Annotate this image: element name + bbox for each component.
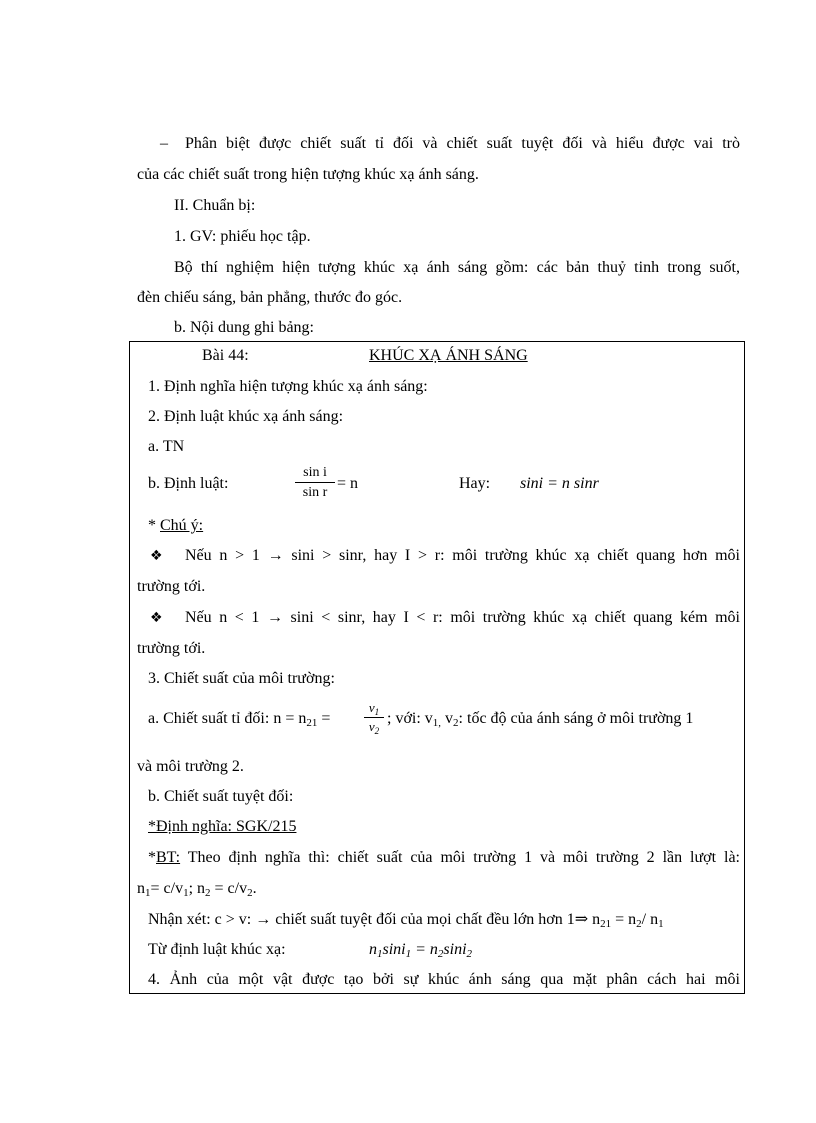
- bullet-icon: ❖: [150, 610, 163, 626]
- note-1-line-2: trường tới.: [137, 578, 206, 595]
- law-fraction: [295, 464, 335, 501]
- lesson-title: KHÚC XẠ ÁNH SÁNG: [369, 347, 528, 364]
- note-label: Chú ý:: [160, 517, 204, 534]
- gv-item: 1. GV: phiếu học tập.: [174, 228, 311, 245]
- refraction-law-formula: $n_1\sin i_1 = n_2\sin i_2$: [369, 941, 473, 960]
- remark-line: Nhận xét: c > v: → chiết suất tuyệt đối của mọi chất đều lớn hơn 1⇒ $n_{21} = n_2/$ $n_1$: [148, 911, 664, 930]
- section-prep-heading: II. Chuẩn bị:: [174, 197, 256, 214]
- item-3a-equals: =: [317, 710, 331, 727]
- objective-line-1: Phân biệt được chiết suất tỉ đối và chiết suất tuyệt đối và hiểu được vai trò: [185, 135, 740, 152]
- velocity-denominator: $v_2$: [368, 719, 380, 736]
- item-4-line-1: 4. Ảnh của một vật được tạo bởi sự khúc ánh sáng qua mặt phân cách hai môi: [148, 971, 740, 988]
- equipment-line-2: đèn chiếu sáng, bản phẳng, thước đo góc.: [137, 289, 403, 306]
- item-2: 2. Định luật khúc xạ ánh sáng:: [148, 408, 344, 425]
- item-3b: b. Chiết suất tuyệt đối:: [148, 788, 294, 805]
- item-3: 3. Chiết suất của môi trường:: [148, 670, 335, 687]
- lesson-number: Bài 44:: [202, 347, 249, 364]
- bullet-icon: ❖: [150, 548, 163, 564]
- velocity-fraction: [364, 700, 384, 735]
- definition-line: *Định nghĩa: SGK/215: [148, 818, 297, 835]
- item-3a-suffix: ; với: $v_{1,}$ $v_2$: tốc độ của ánh sáng ở môi trường 1: [387, 710, 694, 729]
- law-or-label: Hay:: [459, 475, 491, 492]
- objective-bullet: –: [160, 135, 168, 152]
- velocity-numerator: $v_1$: [364, 700, 384, 718]
- board-content-heading: b. Nội dung ghi bảng:: [174, 319, 314, 336]
- refraction-law-label: Từ định luật khúc xạ:: [148, 941, 286, 958]
- item-3a-prefix: [148, 709, 330, 729]
- item-3a-sub: 21: [306, 717, 318, 729]
- note-star: *: [148, 517, 160, 534]
- equipment-line-1: Bộ thí nghiệm hiện tượng khúc xạ ánh sáng gồm: các bản thuỷ tinh trong suốt,: [174, 259, 740, 276]
- law-fraction-numerator: sin i: [295, 464, 335, 483]
- note-1-line-1: Nếu n > 1 → sini > sinr, hay I > r: môi trường khúc xạ chiết quang hơn môi: [185, 547, 740, 564]
- note-heading: [148, 516, 203, 536]
- law-equals-n: = n: [337, 475, 359, 492]
- objective-line-2: của các chiết suất trong hiện tượng khúc xạ ánh sáng.: [137, 166, 479, 183]
- exercise-line-1: *BT: Theo định nghĩa thì: chiết suất của môi trường 1 và môi trường 2 lần lượt là:: [148, 849, 740, 866]
- law-alternative: sini = n sinr: [520, 475, 599, 492]
- note-2-line-2: trường tới.: [137, 640, 206, 657]
- item-3a-line-2: và môi trường 2.: [137, 758, 244, 775]
- item-1: 1. Định nghĩa hiện tượng khúc xạ ánh sáng:: [148, 378, 428, 395]
- item-3a-prefix-text: a. Chiết suất tỉ đối: n = n: [148, 710, 307, 727]
- item-2a: a. TN: [148, 438, 185, 455]
- note-2-line-1: Nếu n < 1 → sini < sinr, hay I < r: môi trường khúc xạ chiết quang kém môi: [185, 609, 740, 626]
- law-fraction-denominator: sin r: [302, 485, 328, 500]
- item-2b-label: b. Định luật:: [148, 475, 229, 492]
- exercise-line-2: $n_1= c/v_1$; $n_2 = c/v_2$.: [137, 880, 257, 899]
